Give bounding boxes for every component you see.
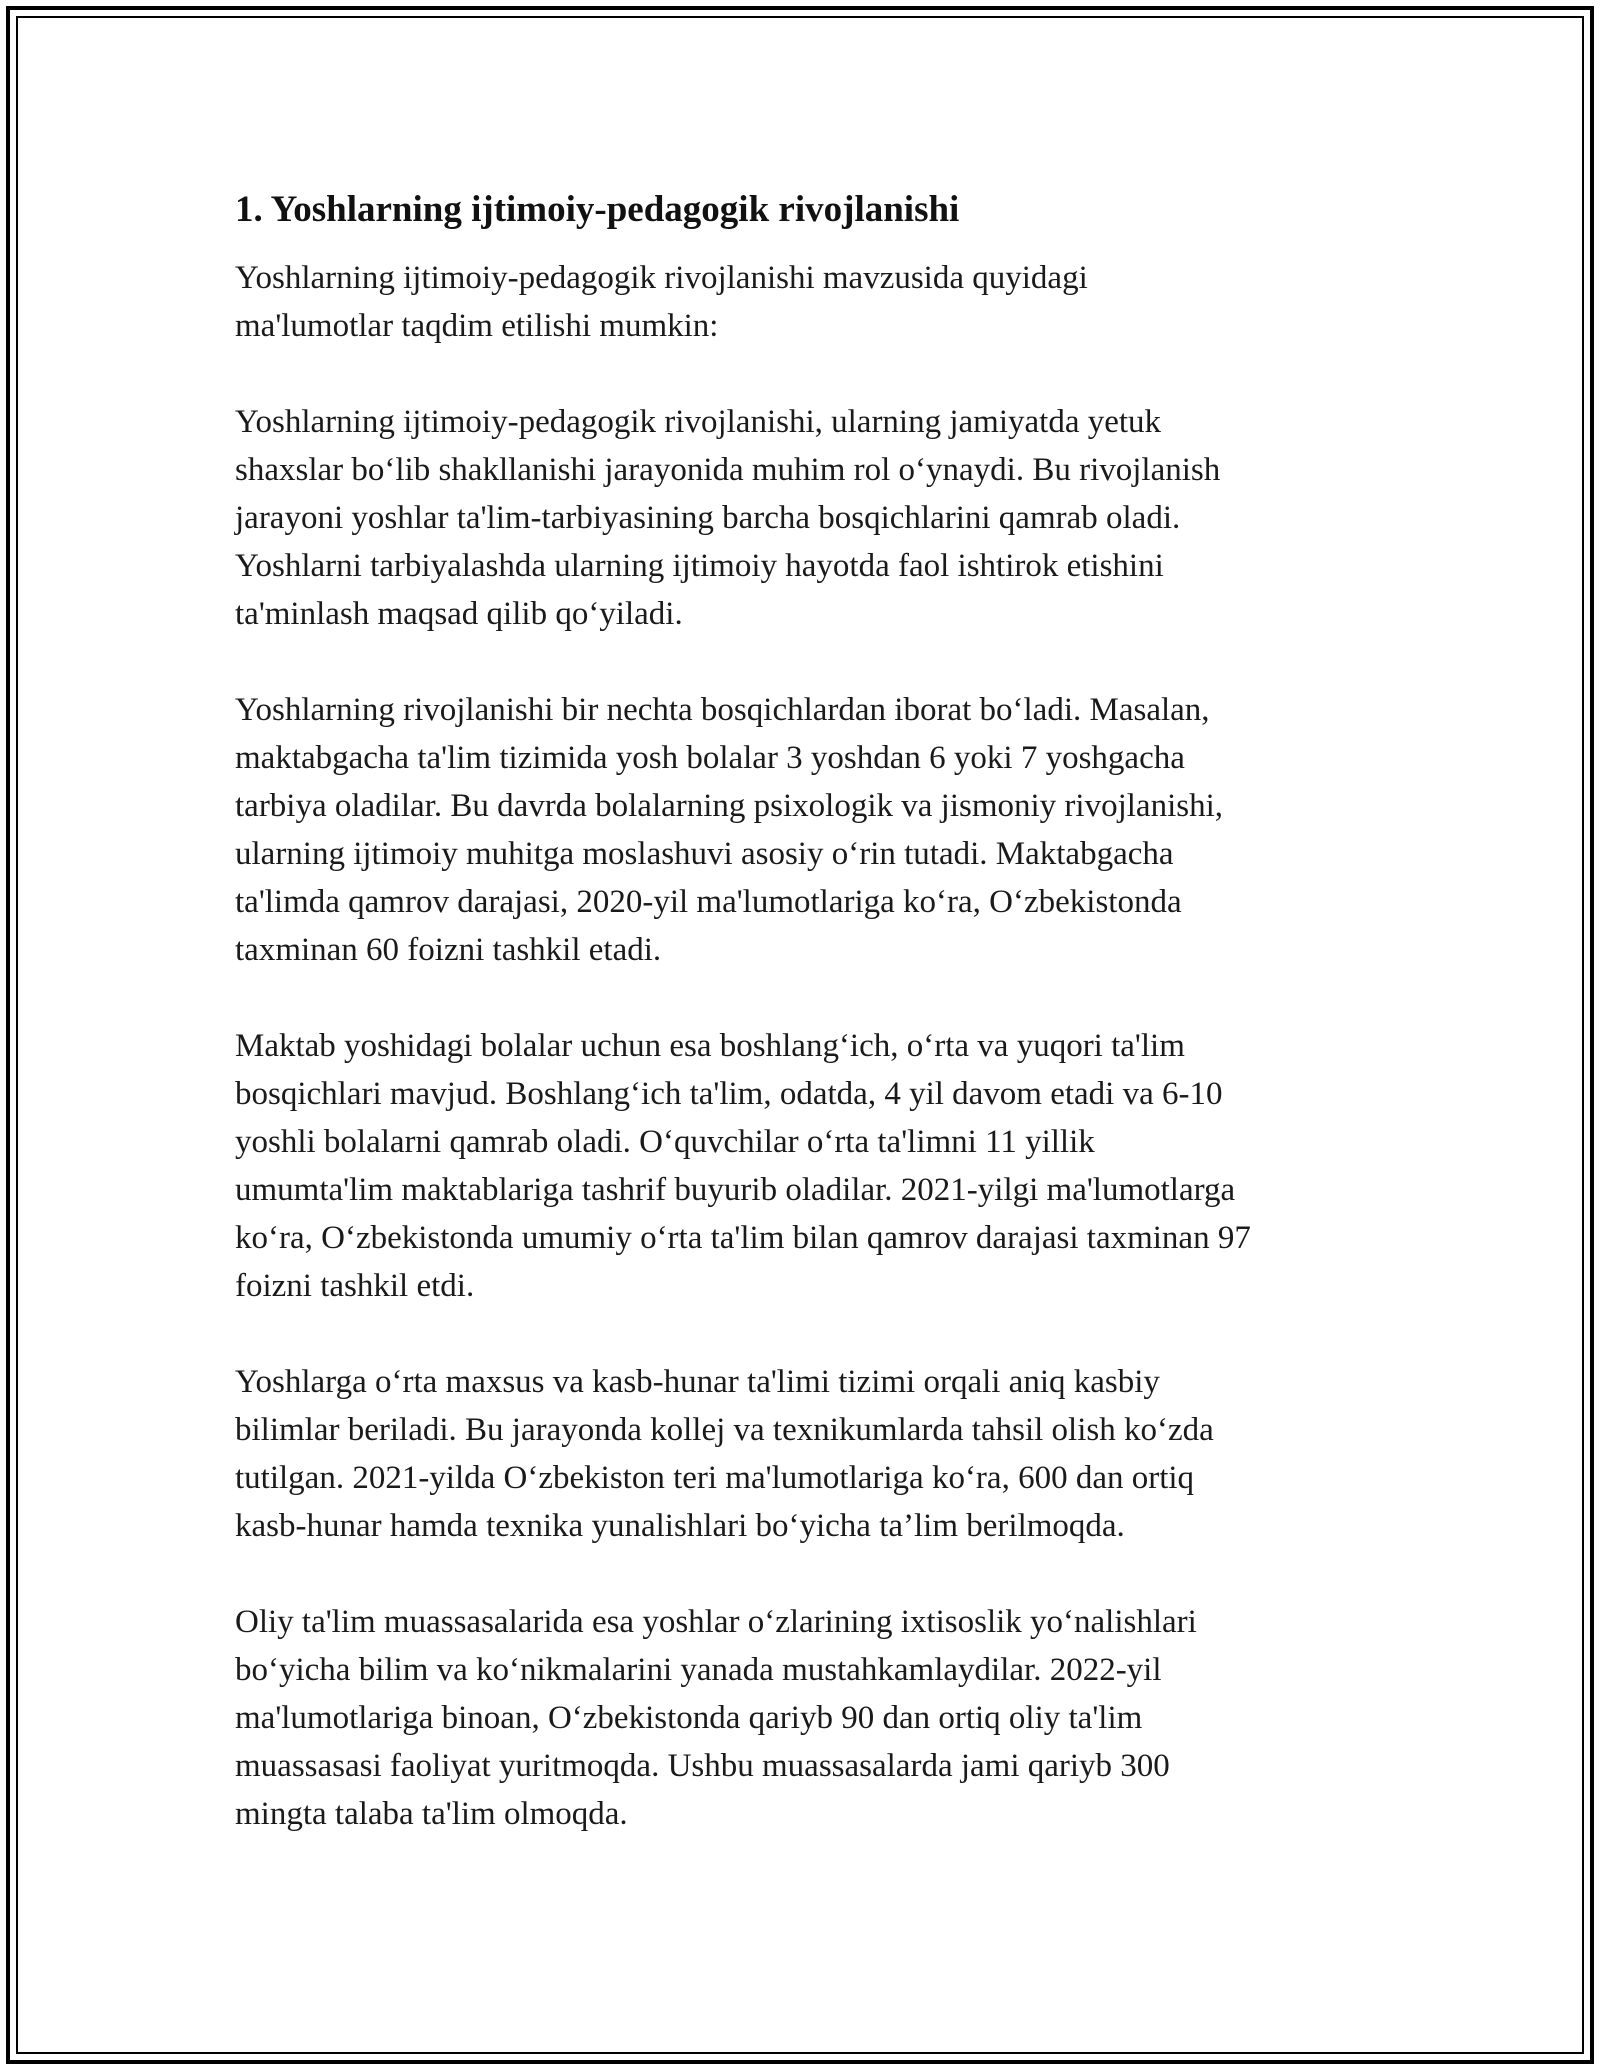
paragraph-preschool: Yoshlarning rivojlanishi bir nechta bosqichlardan iborat bo‘ladi. Masalan, maktabgacha ta'lim tizimida yosh bolalar 3 yoshdan 6 yoki 7 yoshgacha tarbiya oladilar. Bu davrda bolalarning psixologik va jismoniy rivojlanishi, ularning ijtimoiy muhitga moslashuvi asosiy o‘rin tutadi. Maktabgacha ta'limda qamrov darajasi, 2020-yil ma'lumotlariga ko‘ra, O‘zbekistonda taxminan 60 foizni tashkil etadi. — [235, 692, 1224, 968]
document-body — [235, 186, 1375, 1886]
paragraph-overview: Yoshlarning ijtimoiy-pedagogik rivojlanishi, ularning jamiyatda yetuk shaxslar bo‘lib shakllanishi jarayonida muhim rol o‘ynaydi. Bu rivojlanish jarayoni yoshlar ta'lim-tarbiyasining barcha bosqichlarini qamrab oladi. Yoshlarni tarbiyalashda ularning ijtimoiy hayotda faol ishtirok etishini ta'minlash maqsad qilib qo‘yiladi. — [235, 404, 1221, 632]
paragraph-intro: Yoshlarning ijtimoiy-pedagogik rivojlanishi mavzusida quyidagi ma'lumotlar taqdim etilishi mumkin: — [235, 260, 1088, 344]
page-title: 1. Yoshlarning ijtimoiy-pedagogik rivojlanishi — [235, 189, 960, 230]
paragraph-vocational: Yoshlarga o‘rta maxsus va kasb-hunar ta'limi tizimi orqali aniq kasbiy bilimlar beriladi. Bu jarayonda kollej va texnikumlarda tahsil olish ko‘zda tutilgan. 2021-yilda O‘zbekiston teri ma'lumotlariga ko‘ra, 600 dan ortiq kasb-hunar hamda texnika yunalishlari bo‘yicha ta’lim berilmoqda. — [235, 1364, 1214, 1544]
paragraph-higher-education: Oliy ta'lim muassasalarida esa yoshlar o‘zlarining ixtisoslik yo‘nalishlari bo‘yicha bilim va ko‘nikmalarini yanada mustahkamlaydilar. 2022-yil ma'lumotlariga binoan, O‘zbekistonda qariyb 90 dan ortiq oliy ta'lim muassasasi faoliyat yuritmoqda. Ushbu muassasalarda jami qariyb 300 mingta talaba ta'lim olmoqda. — [235, 1604, 1197, 1832]
paragraph-school: Maktab yoshidagi bolalar uchun esa boshlang‘ich, o‘rta va yuqori ta'lim bosqichlari mavjud. Boshlang‘ich ta'lim, odatda, 4 yil davom etadi va 6-10 yoshli bolalarni qamrab oladi. O‘quvchilar o‘rta ta'limni 11 yillik umumta'lim maktablariga tashrif buyurib oladilar. 2021-yilgi ma'lumotlarga ko‘ra, O‘zbekistonda umumiy o‘rta ta'lim bilan qamrov darajasi taxminan 97 foizni tashkil etdi. — [235, 1028, 1251, 1304]
